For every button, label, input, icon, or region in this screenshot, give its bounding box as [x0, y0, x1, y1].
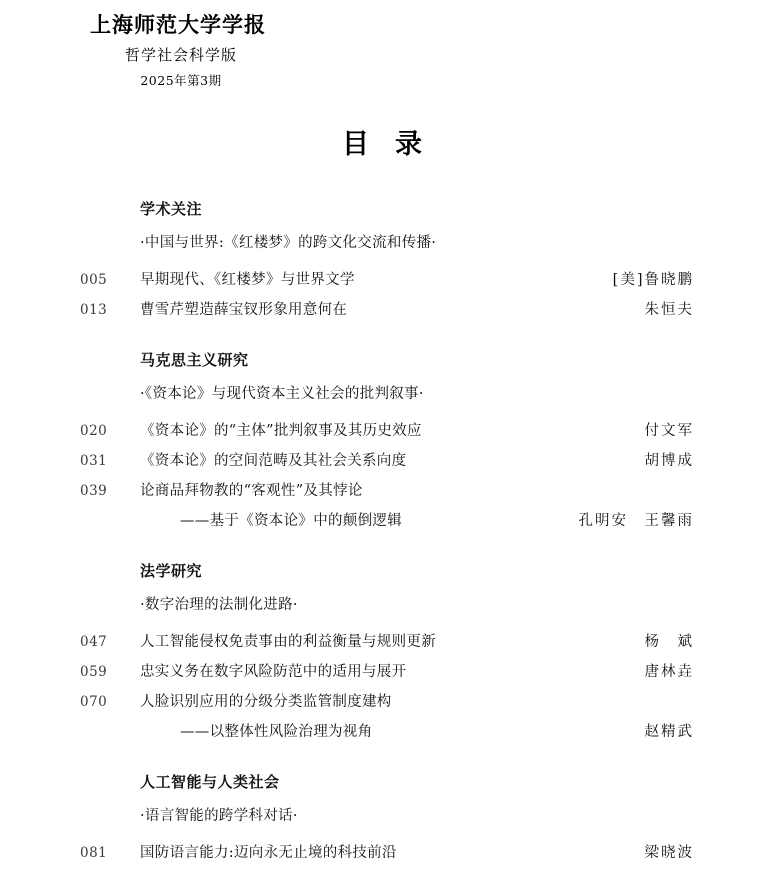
toc-entry-subtitle[interactable]	[0, 717, 764, 747]
journal-subtitle: 哲学社会科学版	[124, 46, 237, 65]
toc-section	[0, 771, 764, 868]
masthead	[90, 12, 390, 89]
entry-authors: 付文军	[644, 423, 694, 439]
section-title: 学术关注	[140, 200, 203, 218]
entry-title: ——以整体性风险治理为视角	[180, 724, 373, 740]
section-subtitle: ·数字治理的法制化进路·	[140, 597, 298, 613]
entry-page-number: 039	[80, 483, 108, 499]
entry-authors: 梁晓波	[644, 845, 694, 861]
page-title: 目录	[342, 129, 448, 160]
entry-authors: 赵精武	[644, 724, 694, 740]
entry-page-number: 047	[80, 634, 108, 650]
entry-title: 论商品拜物教的“客观性”及其悖论	[140, 483, 363, 499]
toc-entry[interactable]	[0, 416, 764, 446]
toc-entry-subtitle[interactable]	[0, 506, 764, 536]
entry-title: 人脸识别应用的分级分类监管制度建构	[140, 694, 392, 710]
entry-title: 《资本论》的空间范畴及其社会关系向度	[140, 453, 407, 469]
entry-page-number: 070	[80, 694, 108, 710]
toc-entry[interactable]	[0, 446, 764, 476]
entry-title: 《资本论》的“主体”批判叙事及其历史效应	[140, 423, 422, 439]
section-title: 马克思主义研究	[140, 351, 249, 369]
toc-entry[interactable]	[0, 657, 764, 687]
entry-title: 早期现代、《红楼梦》与世界文学	[140, 272, 355, 288]
entry-page-number: 031	[80, 453, 108, 469]
section-title: 人工智能与人类社会	[140, 773, 280, 791]
section-spacer	[0, 536, 764, 560]
entry-authors: 胡博成	[644, 453, 694, 469]
toc-entry[interactable]	[0, 295, 764, 325]
section-subtitle: ·中国与世界:《红楼梦》的跨文化交流和传播·	[140, 235, 437, 251]
journal-title: 上海师范大学学报	[90, 12, 266, 37]
section-subtitle: ·语言智能的跨学科对话·	[140, 808, 298, 824]
entry-page-number: 013	[80, 302, 108, 318]
section-spacer	[0, 747, 764, 771]
entry-title: 国防语言能力:迈向永无止境的科技前沿	[140, 845, 397, 861]
entry-title: 人工智能侵权免责事由的利益衡量与规则更新	[140, 634, 436, 650]
entry-title: 曹雪芹塑造薛宝钗形象用意何在	[140, 302, 348, 318]
toc-section	[0, 198, 764, 325]
entry-page-number: 059	[80, 664, 108, 680]
table-of-contents	[0, 198, 764, 868]
toc-entry[interactable]	[0, 476, 764, 506]
section-spacer	[0, 325, 764, 349]
entry-title: ——基于《资本论》中的颠倒逻辑	[180, 513, 402, 529]
entry-title: 忠实义务在数字风险防范中的适用与展开	[140, 664, 407, 680]
entry-page-number: 081	[80, 845, 108, 861]
entry-page-number: 005	[80, 272, 108, 288]
entry-authors: [美]鲁晓鹏	[612, 272, 694, 288]
entry-authors: 杨 斌	[644, 634, 694, 650]
toc-entry[interactable]	[0, 627, 764, 657]
entry-authors: 朱恒夫	[644, 302, 694, 318]
section-subtitle: ·《资本论》与现代资本主义社会的批判叙事·	[140, 386, 424, 402]
toc-entry[interactable]	[0, 265, 764, 295]
entry-page-number: 020	[80, 423, 108, 439]
toc-section	[0, 349, 764, 536]
entry-authors: 孔明安 王馨雨	[578, 513, 694, 529]
toc-section	[0, 560, 764, 747]
toc-entry[interactable]	[0, 838, 764, 868]
toc-entry[interactable]	[0, 687, 764, 717]
journal-issue: 2025年第3期	[140, 73, 222, 89]
entry-authors: 唐林垚	[644, 664, 694, 680]
section-title: 法学研究	[140, 562, 203, 580]
